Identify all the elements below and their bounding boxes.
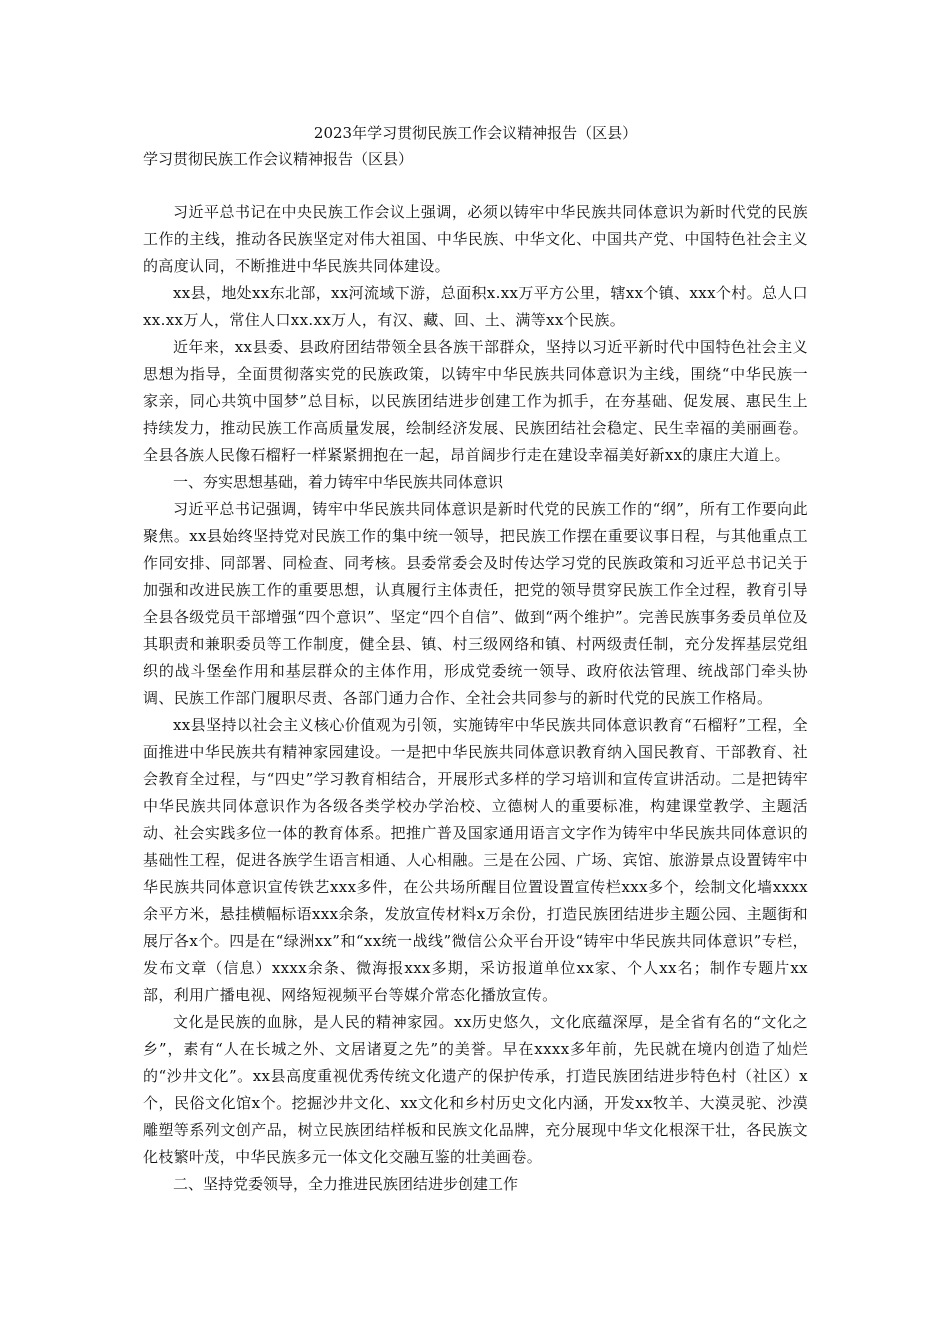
section-heading-1: 一、夯实思想基础，着力铸牢中华民族共同体意识 bbox=[173, 473, 504, 491]
paragraph-section1-education: xx县坚持以社会主义核心价值观为引领，实施铸牢中华民族共同体意识教育“石榴籽”工程，全面推进中华民族共有精神家园建设。一是把中华民族共同体意识教育纳入国民教育、干部教育、社会教育全过程，与“四史”学习教育相结合，开展形式多样的学习培训和宣传宣讲活动。二是把铸牢中华民族共同体意识作为各级各类学校办学治校、立德树人的重要标准，构建课堂教学、主题活动、社会实践多位一体的教育体系。把推广普及国家通用语言文字作为铸牢中华民族共同体意识的基础性工程，促进各族学生语言相通、人心相融。三是在公园、广场、宾馆、旅游景点设置铸牢中华民族共同体意识宣传铁艺xxx多件，在公共场所醒目位置设置宣传栏xxx多个，绘制文化墙xxxx余平方米，悬挂横幅标语xxx余条，发放宣传材料x万余份，打造民族团结进步主题公园、主题街和展厅各x个。四是在“绿洲xx”和“xx统一战线”微信公众平台开设“铸牢中华民族共同体意识”专栏，发布文章（信息）xxxx余条、微海报xxx多期，采访报道单位xx家、个人xx名；制作专题片xx部，利用广播电视、网络短视频平台等媒介常态化播放宣传。 bbox=[143, 716, 808, 1004]
paragraph-county-overview: xx县，地处xx东北部，xx河流域下游，总面积x.xx万平方公里，辖xx个镇、xxx个村。总人口xx.xx万人，常住人口xx.xx万人，有汉、藏、回、土、满等xx个民族。 bbox=[143, 284, 809, 329]
paragraph-section1-culture: 文化是民族的血脉，是人民的精神家园。xx历史悠久，文化底蕴深厚，是全省有名的“文化之乡”，素有“人在长城之外、文居诸夏之先”的美誉。早在xxxx多年前，先民就在境内创造了灿烂的“沙井文化”。xx县高度重视优秀传统文化遗产的保护传承，打造民族团结进步特色村（社区）x个，民俗文化馆x个。挖掘沙井文化、xx文化和乡村历史文化内涵，开发xx牧羊、大漠灵驼、沙漠雕塑等系列文创产品，树立民族团结样板和民族文化品牌，充分展现中华文化根深干壮，各民族文化枝繁叶茂，中华民族多元一体文化交融互鉴的壮美画卷。 bbox=[143, 1013, 808, 1166]
document-subtitle: 学习贯彻民族工作会议精神报告（区县） bbox=[143, 150, 414, 168]
document-title: 2023年学习贯彻民族工作会议精神报告（区县） bbox=[313, 124, 638, 142]
paragraph-section1-leadership: 习近平总书记强调，铸牢中华民族共同体意识是新时代党的民族工作的“纲”，所有工作要向此聚焦。xx县始终坚持党对民族工作的集中统一领导，把民族工作摆在重要议事日程，与其他重点工作同安排、同部署、同检查、同考核。县委常委会及时传达学习党的民族政策和习近平总书记关于加强和改进民族工作的重要思想，认真履行主体责任，把党的领导贯穿民族工作全过程，教育引导全县各级党员干部增强“四个意识”、坚定“四个自信”、做到“两个维护”。完善民族事务委员单位及其职责和兼职委员等工作制度，健全县、镇、村三级网络和镇、村两级责任制，充分发挥基层党组织的战斗堡垒作用和基层群众的主体作用，形成党委统一领导、政府依法管理、统战部门牵头协调、民族工作部门履职尽责、各部门通力合作、全社会共同参与的新时代党的民族工作格局。 bbox=[143, 500, 808, 707]
paragraph-intro: 习近平总书记在中央民族工作会议上强调，必须以铸牢中华民族共同体意识为新时代党的民族工作的主线，推动各民族坚定对伟大祖国、中华民族、中华文化、中国共产党、中国特色社会主义的高度认同，不断推进中华民族共同体建设。 bbox=[143, 203, 808, 275]
paragraph-recent-years: 近年来，xx县委、县政府团结带领全县各族干部群众，坚持以习近平新时代中国特色社会主义思想为指导，全面贯彻落实党的民族政策，以铸牢中华民族共同体意识为主线，围绕“中华民族一家亲，同心共筑中国梦”总目标，以民族团结进步创建工作为抓手，在夯基础、促发展、惠民生上持续发力，推动民族工作高质量发展，绘制经济发展、民族团结社会稳定、民生幸福的美丽画卷。全县各族人民像石榴籽一样紧紧拥抱在一起，昂首阔步行走在建设幸福美好新xx的康庄大道上。 bbox=[143, 338, 808, 464]
document-body bbox=[143, 120, 808, 1198]
section-heading-2: 二、坚持党委领导，全力推进民族团结进步创建工作 bbox=[173, 1175, 519, 1193]
